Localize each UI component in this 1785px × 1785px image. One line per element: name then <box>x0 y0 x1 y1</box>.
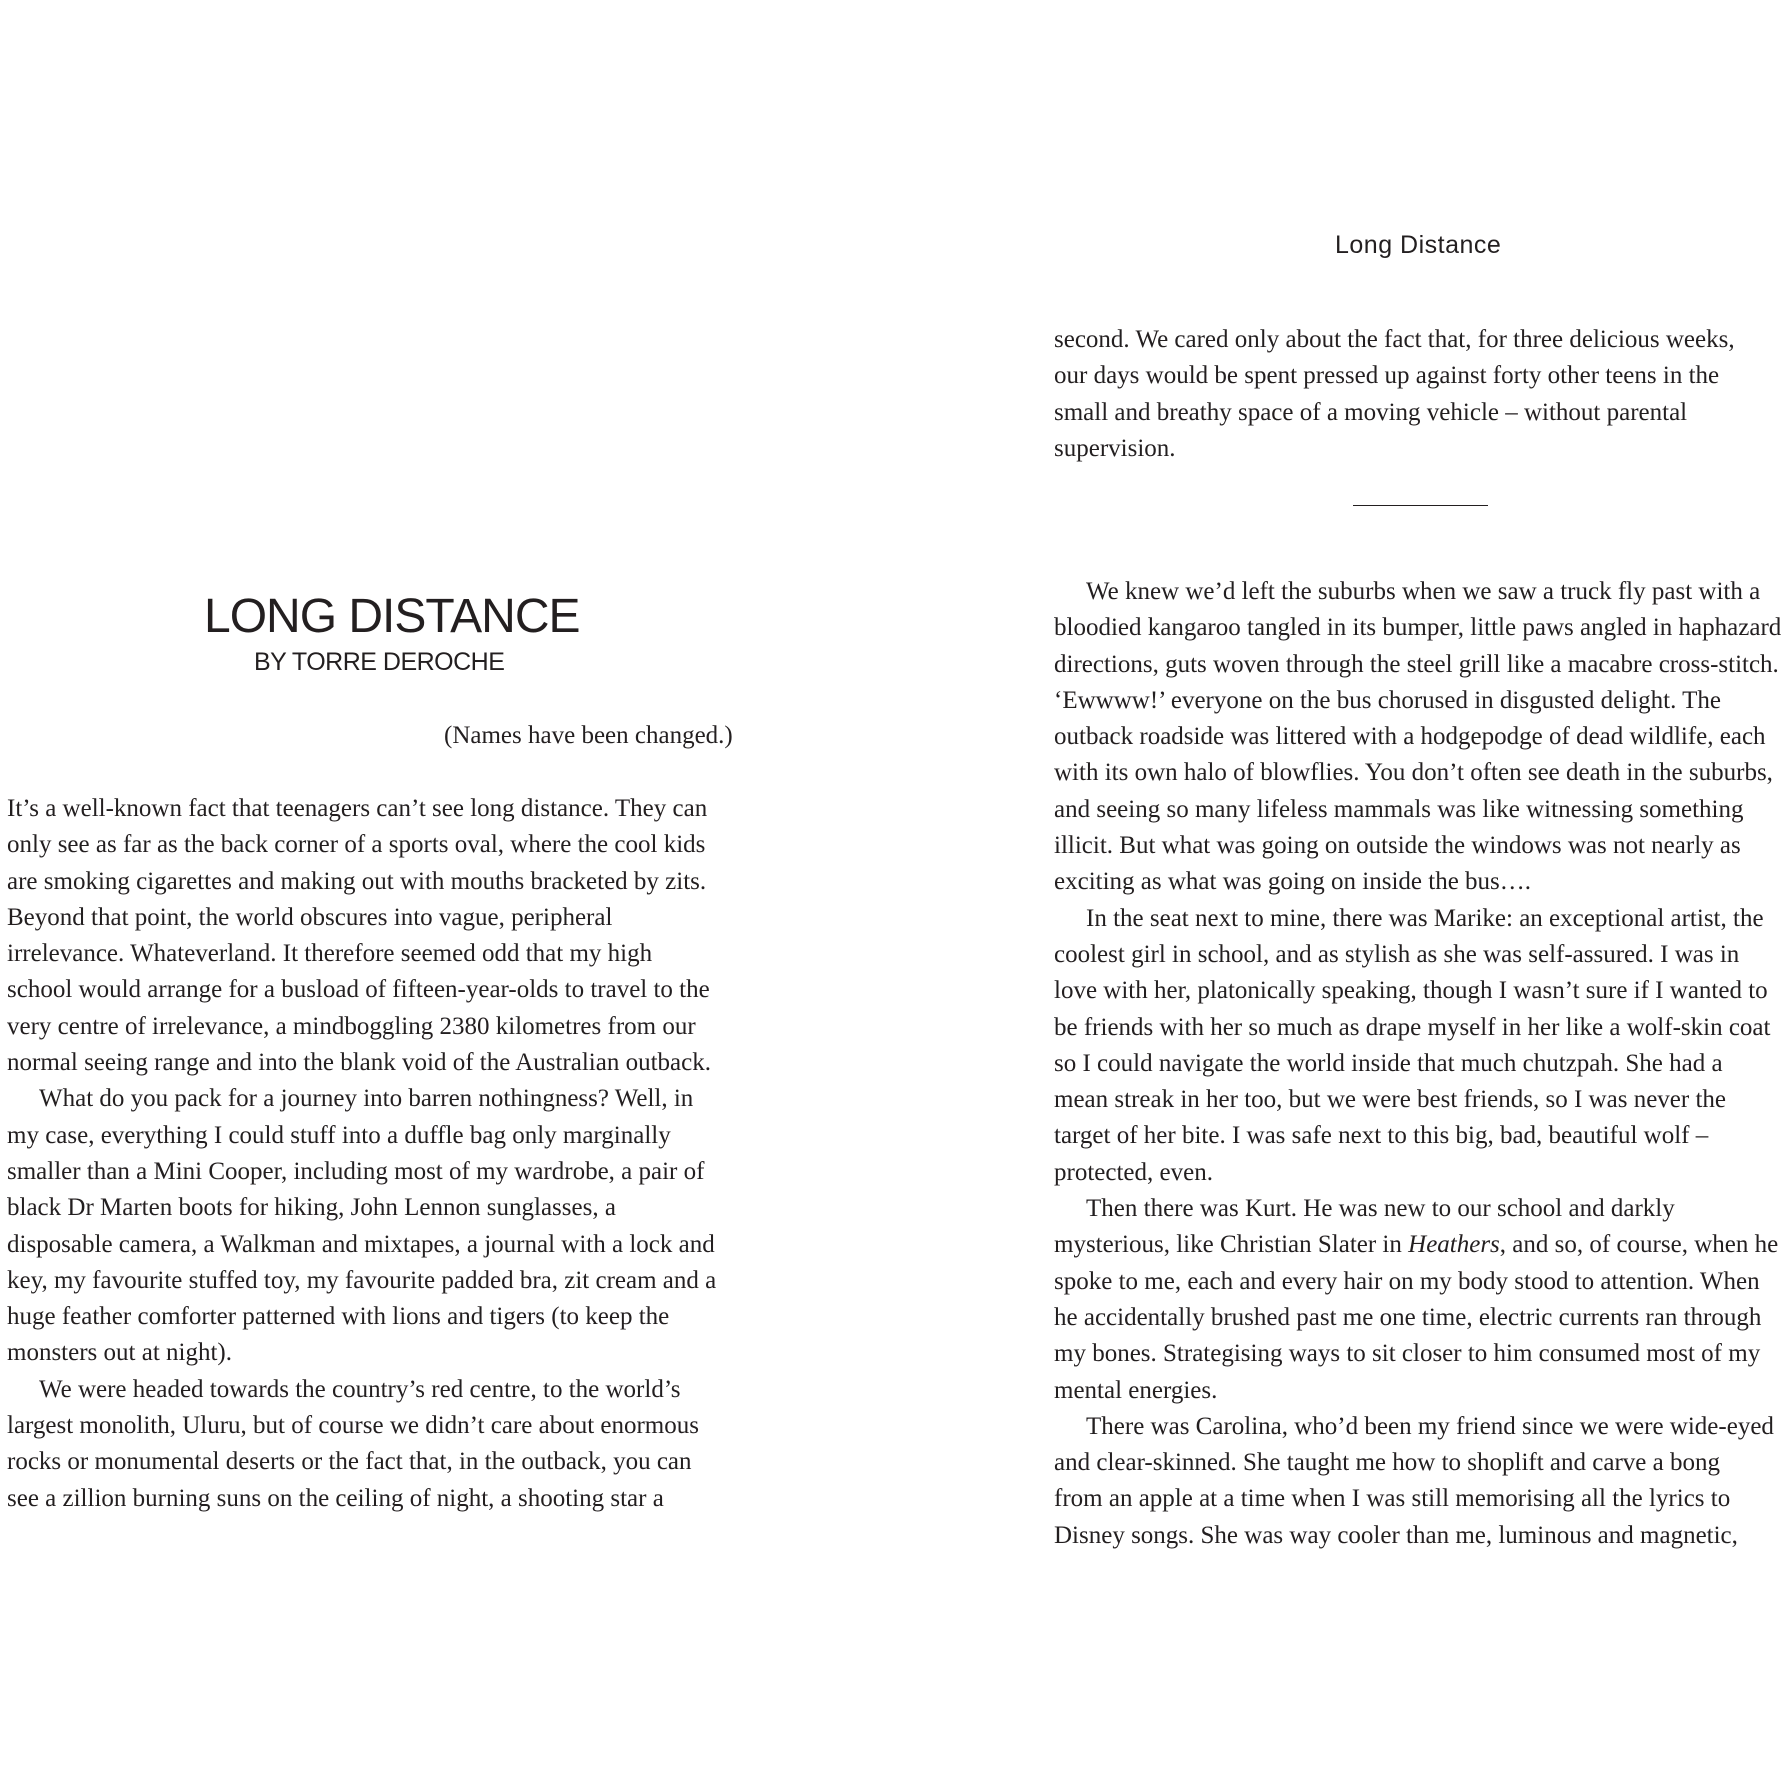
text-line: love with her, platonically speaking, though I wasn’t sure if I wanted to <box>1054 977 1768 1005</box>
text-line: We were headed towards the country’s red centre, to the world’s <box>39 1375 681 1403</box>
text-line: What do you pack for a journey into barren nothingness? Well, in <box>39 1085 694 1113</box>
text-line: from an apple at a time when I was still memorising all the lyrics to <box>1054 1485 1731 1513</box>
chapter-title: LONG DISTANCE <box>204 590 580 643</box>
text-line: are smoking cigarettes and making out with mouths bracketed by zits. <box>7 867 707 895</box>
text-line: rocks or monumental deserts or the fact that, in the outback, you can <box>7 1448 692 1476</box>
text-line: spoke to me, each and every hair on my body stood to attention. When <box>1054 1267 1760 1295</box>
text-line: he accidentally brushed past me one time, electric currents ran through <box>1054 1303 1762 1331</box>
text-line: ‘Ewwww!’ everyone on the bus chorused in disgusted delight. The <box>1054 686 1721 714</box>
text-line: irrelevance. Whateverland. It therefore seemed odd that my high <box>7 940 653 968</box>
text-line: and clear-skinned. She taught me how to shoplift and carve a bong <box>1054 1449 1720 1477</box>
text-line: my case, everything I could stuff into a duffle bag only marginally <box>7 1121 671 1149</box>
text-line: so I could navigate the world inside that much chutzpah. She had a <box>1054 1049 1723 1077</box>
running-head: Long Distance <box>1335 231 1502 259</box>
text-line: largest monolith, Uluru, but of course we didn’t care about enormous <box>7 1412 699 1440</box>
text-line: illicit. But what was going on outside the windows was not nearly as <box>1054 832 1741 860</box>
text-line: mental energies. <box>1054 1376 1218 1404</box>
text-line: directions, guts woven through the steel grill like a macabre cross-stitch. <box>1054 650 1779 678</box>
text-line: bloodied kangaroo tangled in its bumper, little paws angled in haphazard <box>1054 614 1782 642</box>
text-line: our days would be spent pressed up against forty other teens in the <box>1054 362 1720 390</box>
text-line: Beyond that point, the world obscures into vague, peripheral <box>7 903 613 931</box>
text-line: outback roadside was littered with a hodgepodge of dead wildlife, each <box>1054 723 1766 751</box>
right-page <box>892 0 1785 1785</box>
text-line: black Dr Marten boots for hiking, John Lennon sunglasses, a <box>7 1194 616 1222</box>
text-line: smaller than a Mini Cooper, including most of my wardrobe, a pair of <box>7 1157 705 1185</box>
right-body-text <box>1054 574 1784 1554</box>
text-segment: mysterious, like Christian Slater in <box>1054 1231 1409 1259</box>
text-line: very centre of irrelevance, a mindboggling 2380 kilometres from our <box>7 1012 696 1040</box>
section-break-rule <box>1353 505 1488 506</box>
text-line: exciting as what was going on inside the bus…. <box>1054 868 1532 896</box>
text-line: with its own halo of blowflies. You don’t often see death in the suburbs, <box>1054 759 1773 787</box>
text-line: second. We cared only about the fact that, for three delicious weeks, <box>1054 326 1735 353</box>
text-segment: , and so, of course, when he <box>1499 1231 1779 1259</box>
text-line: monsters out at night). <box>7 1339 232 1367</box>
text-line: mean streak in her too, but we were best friends, so I was never the <box>1054 1086 1726 1114</box>
italic-title: Heathers <box>1408 1231 1500 1259</box>
names-changed-note: (Names have been changed.) <box>444 722 733 749</box>
text-line: disposable camera, a Walkman and mixtapes, a journal with a lock and <box>7 1230 715 1258</box>
text-line: be friends with her so much as drape myself in her like a wolf-skin coat <box>1054 1013 1771 1041</box>
text-line: Disney songs. She was way cooler than me, luminous and magnetic, <box>1054 1521 1738 1549</box>
text-line: protected, even. <box>1054 1158 1213 1186</box>
text-line: We knew we’d left the suburbs when we saw a truck fly past with a <box>1086 578 1761 605</box>
text-line: It’s a well-known fact that teenagers can’t see long distance. They can <box>7 795 708 822</box>
text-line: only see as far as the back corner of a sports oval, where the cool kids <box>7 831 706 859</box>
text-line: key, my favourite stuffed toy, my favourite padded bra, zit cream and a <box>7 1266 717 1294</box>
text-line: target of her bite. I was safe next to this big, bad, beautiful wolf – <box>1054 1122 1709 1150</box>
left-page <box>0 0 892 1785</box>
text-line: coolest girl in school, and as stylish as she was self-assured. I was in <box>1054 940 1740 968</box>
text-line: huge feather comforter patterned with lions and tigers (to keep the <box>7 1303 670 1331</box>
text-line: normal seeing range and into the blank void of the Australian outback. <box>7 1049 711 1077</box>
text-line: see a zillion burning suns on the ceiling of night, a shooting star a <box>7 1484 664 1512</box>
byline: BY TORRE DEROCHE <box>254 648 505 676</box>
text-line: There was Carolina, who’d been my friend since we were wide-eyed <box>1086 1412 1774 1440</box>
text-line: my bones. Strategising ways to sit closer to him consumed most of my <box>1054 1340 1761 1368</box>
text-line: In the seat next to mine, there was Marike: an exceptional artist, the <box>1086 904 1764 932</box>
right-top-text <box>1054 322 1774 467</box>
text-line: supervision. <box>1054 434 1176 462</box>
text-line: Then there was Kurt. He was new to our school and darkly <box>1086 1195 1675 1223</box>
left-body-text <box>7 791 867 1517</box>
text-line: and seeing so many lifeless mammals was like witnessing something <box>1054 795 1744 823</box>
text-line <box>1054 1227 1784 1263</box>
text-line: school would arrange for a busload of fifteen-year-olds to travel to the <box>7 976 710 1004</box>
text-line: small and breathy space of a moving vehicle – without parental <box>1054 398 1688 426</box>
